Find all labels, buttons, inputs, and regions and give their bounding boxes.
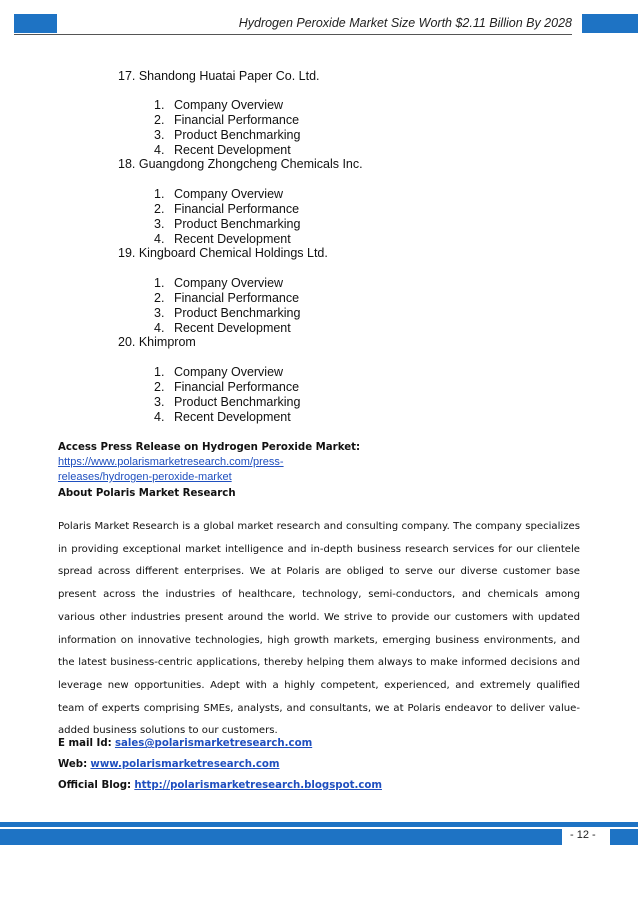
press-release-label: Access Press Release on Hydrogen Peroxide Market: <box>58 442 361 453</box>
header-accent-right <box>582 14 638 33</box>
list-item: 3. Product Benchmarking <box>154 395 301 409</box>
list-item: 1. Company Overview <box>154 365 284 379</box>
list-item: 1. Company Overview <box>154 187 284 201</box>
header-rule <box>14 34 572 35</box>
list-item: 4. Recent Development <box>154 410 291 424</box>
list-item: 2. Financial Performance <box>154 380 300 394</box>
list-item: 4. Recent Development <box>154 143 291 157</box>
web-link[interactable]: www.polarismarketresearch.com <box>90 759 280 770</box>
list-item: 4. Recent Development <box>154 321 291 335</box>
press-release <box>58 440 580 485</box>
blog-link[interactable]: http://polarismarketresearch.blogspot.com <box>134 780 382 791</box>
email-line <box>58 738 580 749</box>
press-release-link-cont[interactable]: releases/hydrogen-peroxide-market <box>58 471 232 483</box>
about-heading: About Polaris Market Research <box>58 488 236 499</box>
list-item: 3. Product Benchmarking <box>154 128 301 142</box>
company-17-label: 17. Shandong Huatai Paper Co. Ltd. <box>118 69 320 83</box>
web-line <box>58 759 580 770</box>
company-19-label: 19. Kingboard Chemical Holdings Ltd. <box>118 246 328 260</box>
list-item: 2. Financial Performance <box>154 202 300 216</box>
web-label: Web: <box>58 759 88 770</box>
footer-rule <box>0 822 638 827</box>
page-number: - 12 - <box>570 829 596 841</box>
footer-accent-left <box>0 829 562 845</box>
header-accent-left <box>14 14 57 33</box>
header-title: Hydrogen Peroxide Market Size Worth $2.11 Billion By 2028 <box>238 16 572 30</box>
company-18-label: 18. Guangdong Zhongcheng Chemicals Inc. <box>118 157 363 171</box>
about-paragraph: Polaris Market Research is a global market research and consulting company. The company specializes in providing exceptional market intelligence and in-depth business research services for our clientele spread across different enterprises. We at Polaris are obliged to serve our diverse customer base present across the industries of healthcare, technology, semi-conductors, and chemicals among various other industries present around the world. We strive to provide our customers with updated information on innovative technologies, high growth markets, emerging business environments, and the latest business-centric applications, thereby helping them always to make informed decisions and leverage new opportunities. Adept with a highly competent, experienced, and extremely qualified team of experts comprising SMEs, analysts, and consultants, we at Polaris endeavor to deliver value-added business solutions to our customers. <box>58 521 580 737</box>
list-item: 3. Product Benchmarking <box>154 217 301 231</box>
list-item: 3. Product Benchmarking <box>154 306 301 320</box>
list-item: 1. Company Overview <box>154 98 284 112</box>
list-item: 2. Financial Performance <box>154 291 300 305</box>
list-item: 4. Recent Development <box>154 232 291 246</box>
list-item: 1. Company Overview <box>154 276 284 290</box>
blog-line <box>58 780 580 791</box>
list-item: 2. Financial Performance <box>154 113 300 127</box>
company-20-label: 20. Khimprom <box>118 335 196 349</box>
email-link[interactable]: sales@polarismarketresearch.com <box>114 738 313 749</box>
footer-accent-right <box>610 829 638 845</box>
blog-label: Official Blog: <box>58 780 132 791</box>
press-release-link[interactable]: https://www.polarismarketresearch.com/press- <box>58 456 284 468</box>
email-label: E mail Id: <box>58 738 112 749</box>
